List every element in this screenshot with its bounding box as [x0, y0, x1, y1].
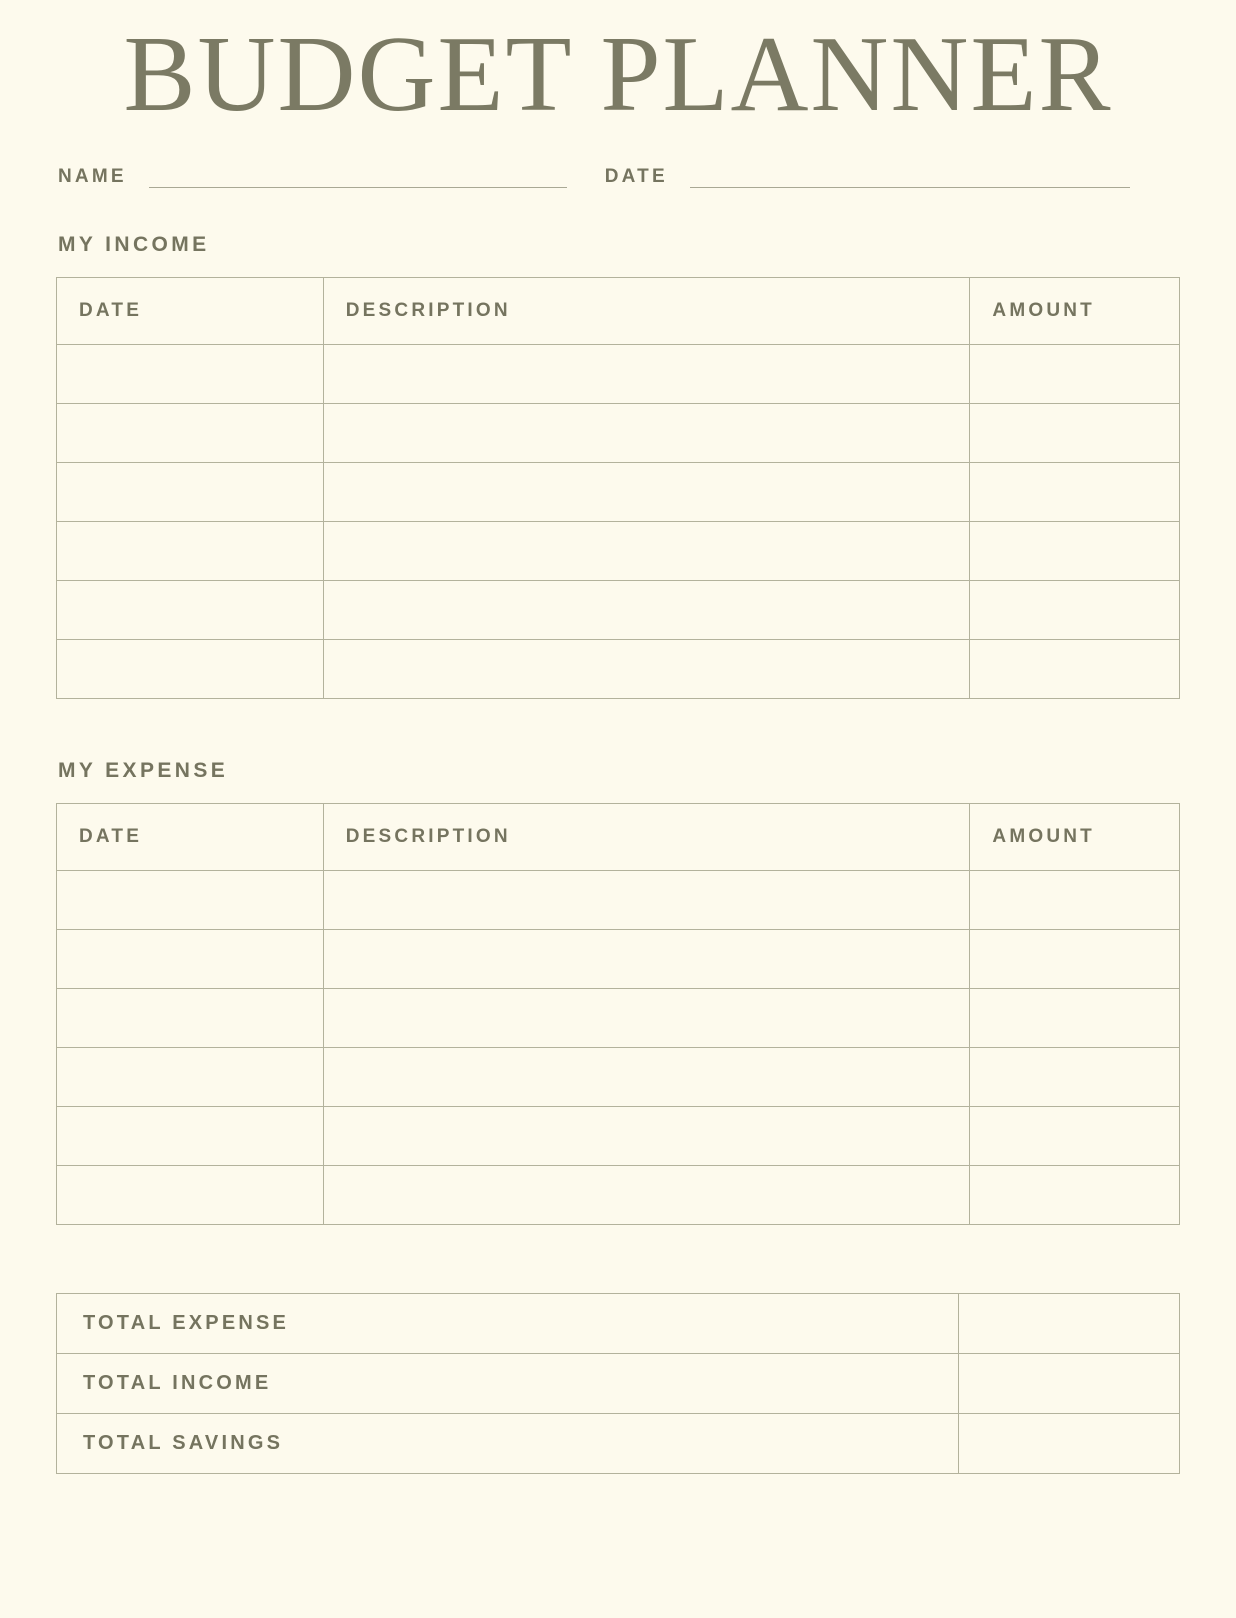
income-header-description: DESCRIPTION: [323, 278, 970, 345]
expense-cell-amount[interactable]: [970, 1166, 1180, 1225]
expense-cell-amount[interactable]: [970, 871, 1180, 930]
expense-cell-description[interactable]: [323, 1107, 970, 1166]
income-cell-amount[interactable]: [970, 522, 1180, 581]
income-cell-description[interactable]: [323, 463, 970, 522]
total-income-label: TOTAL INCOME: [57, 1354, 959, 1414]
expense-header-description: DESCRIPTION: [323, 804, 970, 871]
total-expense-value[interactable]: [959, 1294, 1180, 1354]
table-row: [57, 581, 1180, 640]
income-header-date: DATE: [57, 278, 324, 345]
expense-cell-amount[interactable]: [970, 1107, 1180, 1166]
income-table: [56, 277, 1180, 699]
income-cell-description[interactable]: [323, 345, 970, 404]
table-row: [57, 640, 1180, 699]
income-cell-date[interactable]: [57, 345, 324, 404]
expense-cell-date[interactable]: [57, 930, 324, 989]
income-cell-amount[interactable]: [970, 640, 1180, 699]
table-row: [57, 1294, 1180, 1354]
expense-cell-date[interactable]: [57, 1166, 324, 1225]
expense-cell-date[interactable]: [57, 989, 324, 1048]
date-label: DATE: [604, 166, 668, 188]
expense-cell-amount[interactable]: [970, 930, 1180, 989]
income-cell-description[interactable]: [323, 522, 970, 581]
table-header-row: [57, 804, 1180, 871]
table-header-row: [57, 278, 1180, 345]
income-header-amount: AMOUNT: [970, 278, 1180, 345]
income-cell-amount[interactable]: [970, 581, 1180, 640]
income-cell-date[interactable]: [57, 463, 324, 522]
budget-planner-page: [0, 15, 1236, 1618]
table-row: [57, 989, 1180, 1048]
expense-header-amount: AMOUNT: [970, 804, 1180, 871]
expense-cell-date[interactable]: [57, 871, 324, 930]
table-row: [57, 1354, 1180, 1414]
table-row: [57, 871, 1180, 930]
total-savings-label: TOTAL SAVINGS: [57, 1414, 959, 1474]
income-cell-date[interactable]: [57, 640, 324, 699]
total-savings-value[interactable]: [959, 1414, 1180, 1474]
expense-section-heading: MY EXPENSE: [58, 759, 229, 783]
table-row: [57, 930, 1180, 989]
income-cell-description[interactable]: [323, 581, 970, 640]
totals-table: [56, 1293, 1180, 1474]
table-row: [57, 1107, 1180, 1166]
expense-cell-description[interactable]: [323, 1166, 970, 1225]
date-input[interactable]: [690, 165, 1130, 188]
income-cell-amount[interactable]: [970, 463, 1180, 522]
expense-cell-description[interactable]: [323, 1048, 970, 1107]
income-cell-date[interactable]: [57, 404, 324, 463]
page-title: BUDGET PLANNER: [123, 15, 1113, 134]
table-row: [57, 1048, 1180, 1107]
income-cell-date[interactable]: [57, 581, 324, 640]
name-label: NAME: [58, 166, 127, 188]
expense-cell-description[interactable]: [323, 989, 970, 1048]
table-row: [57, 1414, 1180, 1474]
expense-cell-amount[interactable]: [970, 989, 1180, 1048]
income-cell-date[interactable]: [57, 522, 324, 581]
table-row: [57, 463, 1180, 522]
expense-cell-amount[interactable]: [970, 1048, 1180, 1107]
expense-table: [56, 803, 1180, 1225]
expense-cell-date[interactable]: [57, 1107, 324, 1166]
table-row: [57, 1166, 1180, 1225]
table-row: [57, 345, 1180, 404]
income-cell-description[interactable]: [323, 404, 970, 463]
totals-section: [56, 1293, 1180, 1474]
total-income-value[interactable]: [959, 1354, 1180, 1414]
income-cell-amount[interactable]: [970, 404, 1180, 463]
expense-cell-description[interactable]: [323, 930, 970, 989]
income-section-heading: MY INCOME: [58, 233, 210, 257]
income-cell-amount[interactable]: [970, 345, 1180, 404]
total-expense-label: TOTAL EXPENSE: [57, 1294, 959, 1354]
table-row: [57, 522, 1180, 581]
expense-header-date: DATE: [57, 804, 324, 871]
income-cell-description[interactable]: [323, 640, 970, 699]
name-input[interactable]: [149, 165, 567, 188]
name-date-row: [56, 165, 1180, 188]
expense-cell-description[interactable]: [323, 871, 970, 930]
table-row: [57, 404, 1180, 463]
expense-cell-date[interactable]: [57, 1048, 324, 1107]
